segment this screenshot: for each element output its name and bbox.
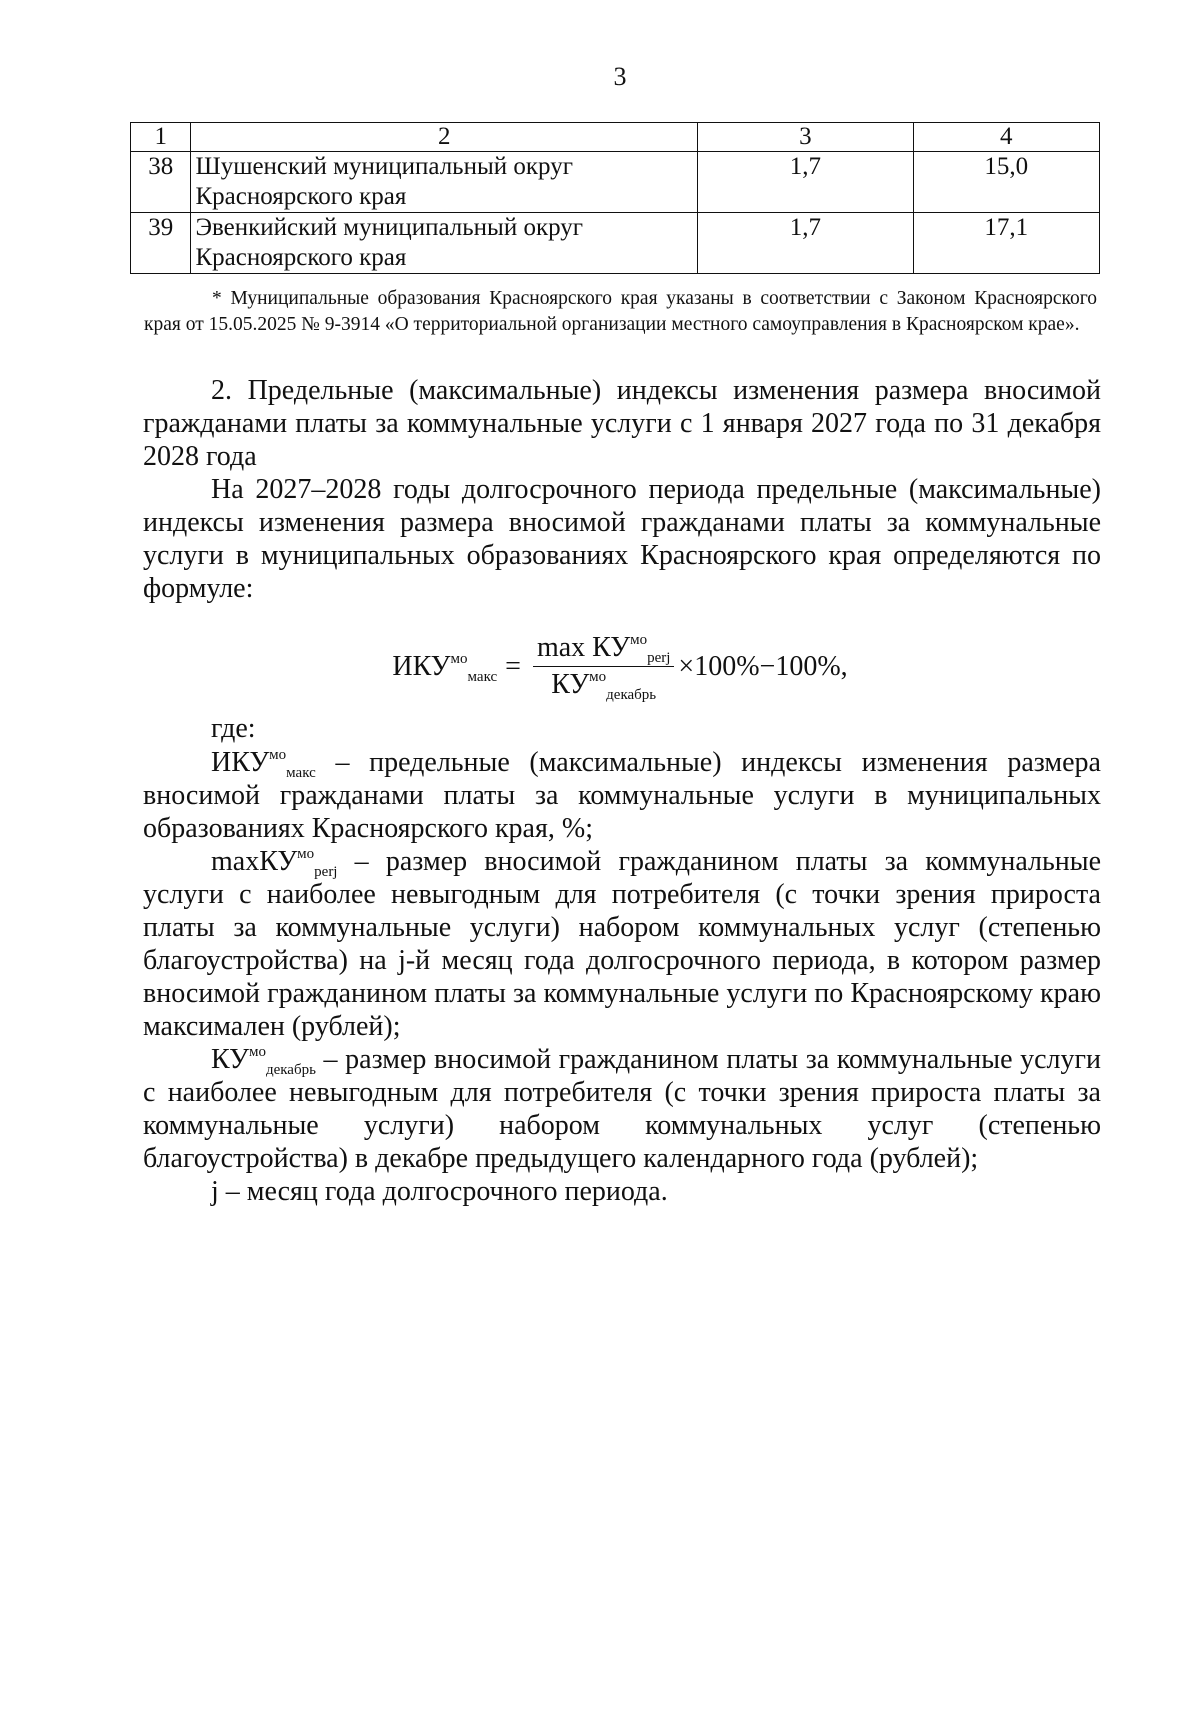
definition-j: j – месяц года долгосрочного периода. [211, 1176, 668, 1207]
table-header-row [131, 123, 1100, 152]
row-value-col4: 17,1 [913, 213, 1099, 274]
row-name-line2: Красноярского края [195, 183, 407, 210]
row-value-col4: 15,0 [913, 152, 1099, 213]
row-name-line1: Эвенкийский муниципальный округ [195, 214, 584, 241]
section-2-heading: 2. Предельные (максимальные) индексы изменения размера вносимой гражданами платы за коммунальные услуги с 1 января 2027 года по 31 декабря 2028 года [143, 375, 1101, 472]
header-col-1: 1 [131, 123, 191, 152]
row-name-line2: Красноярского края [195, 244, 407, 271]
row-name [191, 152, 698, 213]
formula-equals: = [505, 650, 521, 682]
formula-lhs: $ИКУ^{мо}_{макс}$ [392, 650, 498, 685]
row-name [191, 213, 698, 274]
formula-tail: ×100%−100%, [678, 650, 848, 682]
header-col-3: 3 [698, 123, 914, 152]
definition-iku: $ИКУ^{мо}_{макс}$ – предельные (максимальные) индексы изменения размера вносимой гражданами платы за коммунальные услуги в муниципальных образованиях Красноярского края, %; [143, 747, 1101, 844]
page-number: 3 [613, 62, 627, 91]
regions-table [130, 122, 1100, 274]
formula [0, 632, 1200, 701]
row-number: 38 [131, 152, 191, 213]
section-2-intro: На 2027–2028 годы долгосрочного периода предельные (максимальные) индексы изменения размера вносимой гражданами платы за коммунальные услуги в муниципальных образованиях Красноярского края определяются по формуле: [143, 474, 1101, 604]
row-number: 39 [131, 213, 191, 274]
table-row [131, 152, 1100, 213]
definition-maxku: maxКУ$^{мо}_{perj}$ – размер вносимой гражданином платы за коммунальные услуги с наиболее невыгодным для потребителя (с точки зрения прироста платы за коммунальные услуги) набором коммунальных услуг (степенью благоустройства) на j-й месяц года долгосрочного периода, в котором размер вносимой гражданином платы за коммунальные услуги по Красноярскому краю максимален (рублей); [143, 846, 1101, 1042]
header-col-2: 2 [191, 123, 698, 152]
formula-numerator: $\max КУ^{мо}_{perj}$ [533, 632, 674, 667]
header-col-4: 4 [913, 123, 1099, 152]
where-label: где: [211, 713, 256, 744]
row-value-col3: 1,7 [698, 213, 914, 274]
formula-denominator: $КУ^{мо}_{декабрь}$ [551, 669, 657, 703]
formula-fraction [533, 632, 674, 701]
row-name-line1: Шушенский муниципальный округ [195, 153, 573, 180]
definition-ku-december: $КУ^{мо}_{декабрь}$ – размер вносимой гражданином платы за коммунальные услуги с наиболее невыгодным для потребителя (с точки зрения прироста платы за коммунальные услуги) набором коммунальных услуг (степенью благоустройства) в декабре предыдущего календарного года (рублей); [143, 1044, 1101, 1174]
table-row [131, 213, 1100, 274]
row-value-col3: 1,7 [698, 152, 914, 213]
footnote: * Муниципальные образования Красноярского края указаны в соответствии с Законом Красноярского края от 15.05.2025 № 9-3914 «О территориальной организации местного самоуправления в Красноярском крае». [144, 288, 1097, 335]
